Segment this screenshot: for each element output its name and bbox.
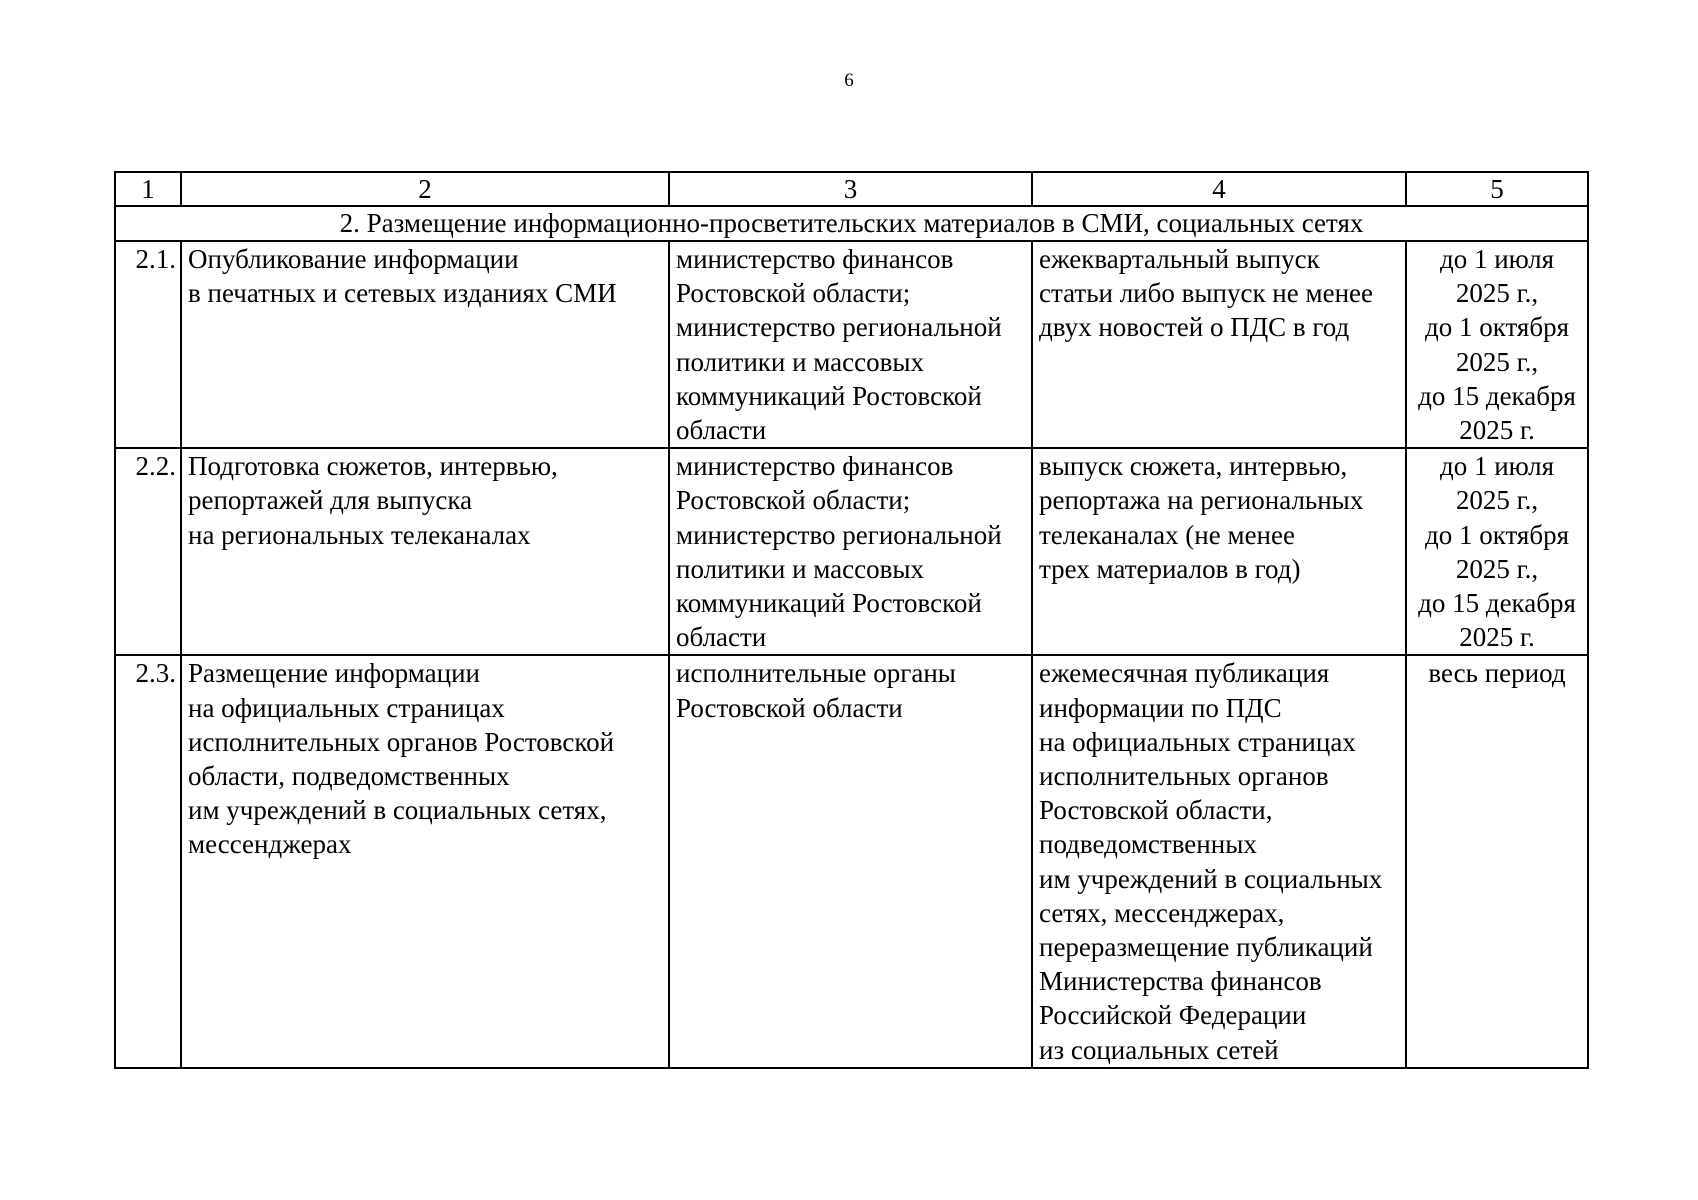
- column-header-3: 3: [669, 172, 1032, 206]
- table-header-row: [115, 172, 1588, 206]
- responsible-cell: исполнительные органы Ростовской области: [669, 655, 1032, 1067]
- deadline-cell: до 1 июля 2025 г., до 1 октября 2025 г., до 15 декабря 2025 г.: [1406, 241, 1588, 448]
- row-number: 2.2.: [115, 448, 181, 655]
- result-cell: ежеквартальный выпуск статьи либо выпуск не менее двух новостей о ПДС в год: [1032, 241, 1406, 448]
- column-header-1: 1: [115, 172, 181, 206]
- section-title: 2. Размещение информационно-просветительских материалов в СМИ, социальных сетях: [115, 206, 1588, 241]
- column-header-5: 5: [1406, 172, 1588, 206]
- column-header-4: 4: [1032, 172, 1406, 206]
- table-row: [115, 655, 1588, 1067]
- table-row: [115, 241, 1588, 448]
- activity-cell: Размещение информации на официальных страницах исполнительных органов Ростовской области, подведомственных им учреждений в социальных сетях, мессенджерах: [181, 655, 669, 1067]
- activity-cell: Подготовка сюжетов, интервью, репортажей для выпуска на региональных телеканалах: [181, 448, 669, 655]
- column-header-2: 2: [181, 172, 669, 206]
- result-cell: выпуск сюжета, интервью, репортажа на региональных телеканалах (не менее трех материалов в год): [1032, 448, 1406, 655]
- responsible-cell: министерство финансов Ростовской области; министерство региональной политики и массовых коммуникаций Ростовской области: [669, 448, 1032, 655]
- row-number: 2.3.: [115, 655, 181, 1067]
- row-number: 2.1.: [115, 241, 181, 448]
- section-heading-row: [115, 206, 1588, 241]
- result-cell: ежемесячная публикация информации по ПДС на официальных страницах исполнительных органов Ростовской области, подведомственных им учреждений в социальных сетях, мессенджерах, переразмещение публикаций Министерства финансов Российской Федерации из социальных сетей: [1032, 655, 1406, 1067]
- responsible-cell: министерство финансов Ростовской области; министерство региональной политики и массовых коммуникаций Ростовской области: [669, 241, 1032, 448]
- table-row: [115, 448, 1588, 655]
- plan-table: [114, 171, 1589, 1069]
- activity-cell: Опубликование информации в печатных и сетевых изданиях СМИ: [181, 241, 669, 448]
- deadline-cell: до 1 июля 2025 г., до 1 октября 2025 г., до 15 декабря 2025 г.: [1406, 448, 1588, 655]
- deadline-cell: весь период: [1406, 655, 1588, 1067]
- page-number: 6: [844, 70, 854, 91]
